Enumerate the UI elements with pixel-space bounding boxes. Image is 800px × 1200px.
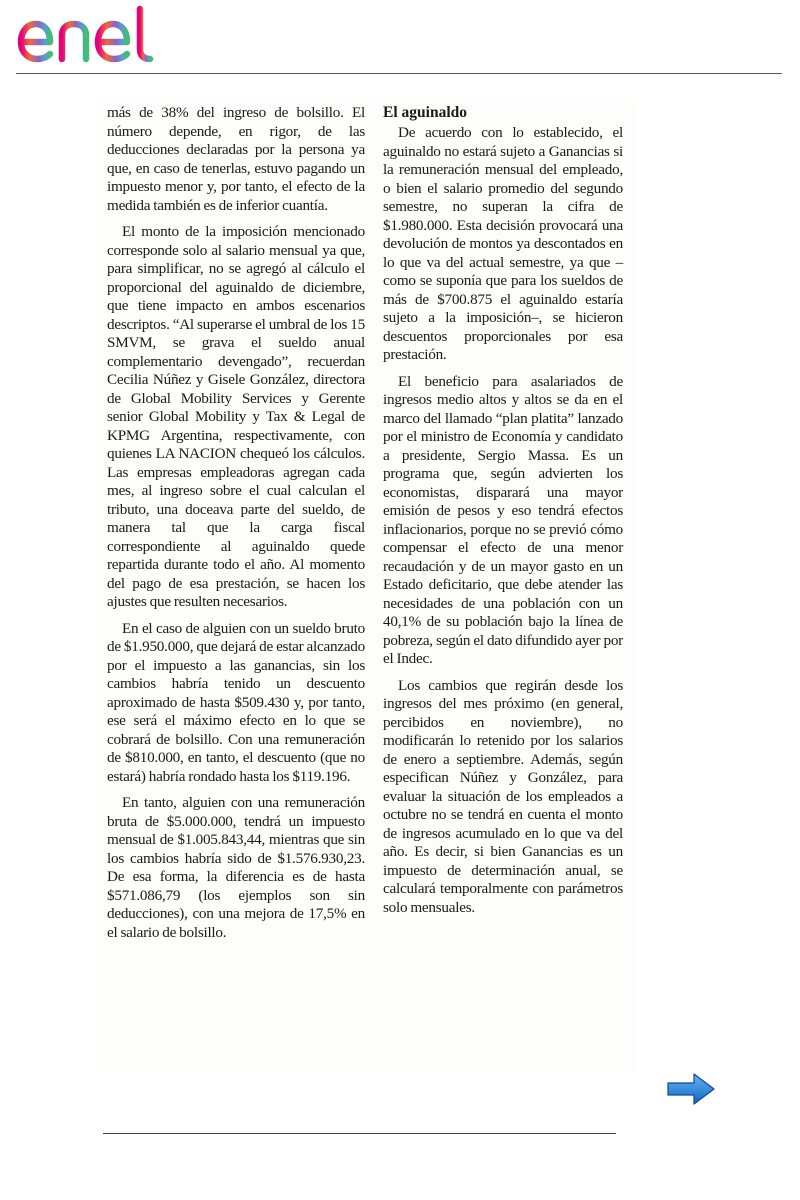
page-header xyxy=(0,0,800,80)
right-arrow-icon[interactable] xyxy=(665,1071,717,1107)
enel-logo xyxy=(16,4,186,68)
article-paragraph: De acuerdo con lo establecido, el aguinaldo no estará sujeto a Ganancias si la remuneración mensual del empleado, o bien el salario promedio del segundo semestre, no superan la cifra de $1.980.000. Esta decisión provocará una devolución de montos ya descontados en lo que va del actual semestre, ya que –como se suponía que para los sueldos de más de $700.875 el aguinaldo estaría sujeto a la imposición–, se hicieron descuentos proporcionales por esa prestación. xyxy=(383,124,623,363)
article-paragraph: En tanto, alguien con una remuneración bruta de $5.000.000, tendrá un impuesto mensual de $1.005.843,44, mientras que sin los cambios habría sido de $1.576.930,23. De esa forma, la diferencia es de hasta $571.086,79 (los ejemplos son sin deducciones), con una mejora de 17,5% en el salario de bolsillo. xyxy=(107,794,365,941)
article-paragraph: En el caso de alguien con un sueldo bruto de $1.950.000, que dejará de estar alcanzado por el impuesto a las ganancias, sin los cambios habría tenido un descuento aproximado de hasta $509.430 y, por tanto, ese será el máximo efecto en lo que se cobrará de bolsillo. Con una remuneración de $810.000, en tanto, el descuento (que no estará) habría rondado hasta los $119.196. xyxy=(107,619,365,785)
article-paragraph: El beneficio para asalariados de ingresos medio altos y altos se da en el marco del llamado “plan platita” lanzado por el ministro de Economía y candidato a presidente, Sergio Massa. Es un programa que, según advierten los economistas, disparará una mayor emisión de pesos y eso tendrá efectos inflacionarios, porque no se previó cómo compensar el efecto de una menor recaudación y de un mayor gasto en un Estado deficitario, que debe atender las necesidades de una población con un 40,1% de su población bajo la línea de pobreza, según el dato difundido ayer por el Indec. xyxy=(383,372,623,667)
header-divider xyxy=(16,73,782,74)
article-paragraph: Los cambios que regirán desde los ingresos del mes próximo (en general, percibidos en noviembre), no modificarán lo retenido por los salarios de enero a septiembre. Además, según especifican Núñez y González, para evaluar la situación de los empleados a octubre no se tendrá en cuenta el monto de ingresos acumulado en lo que va del año. Es decir, si bien Ganancias es un impuesto de determinación anual, se calculará temporalmente con parámetros solo mensuales. xyxy=(383,676,623,916)
article-column-left xyxy=(107,104,365,942)
footer-divider xyxy=(103,1133,616,1134)
section-heading: El aguinaldo xyxy=(383,104,467,121)
article-column-right xyxy=(383,104,623,917)
article-paragraph: El monto de la imposición mencionado corresponde solo al salario mensual ya que, para simplificar, no se agregó al cálculo el proporcional del aguinaldo de diciembre, que tiene impacto en ambos escenarios descriptos. “Al superarse el umbral de los 15 SMVM, se grava el sueldo anual complementario devengado”, recuerdan Cecilia Núñez y Gisele González, directora de Global Mobility Services y Gerente senior Global Mobility y Tax & Legal de KPMG Argentina, respectivamente, con quienes LA NACION chequeó los cálculos. Las empresas empleadoras agregan cada mes, al ingreso sobre el cual calculan el tributo, una doceava parte del sueldo, de manera tal que la carga fiscal correspondiente al aguinaldo quede repartida durante todo el año. Al momento del pago de esa prestación, se hacen los ajustes que resulten necesarios. xyxy=(107,223,365,610)
article-paragraph: más de 38% del ingreso de bolsillo. El número depende, en rigor, de las deducciones declaradas por la persona ya que, en caso de tenerlas, estuvo pagando un impuesto menor y, por tanto, el efecto de la medida también es de inferior cuantía. xyxy=(107,104,365,214)
newspaper-clipping xyxy=(95,102,635,1072)
